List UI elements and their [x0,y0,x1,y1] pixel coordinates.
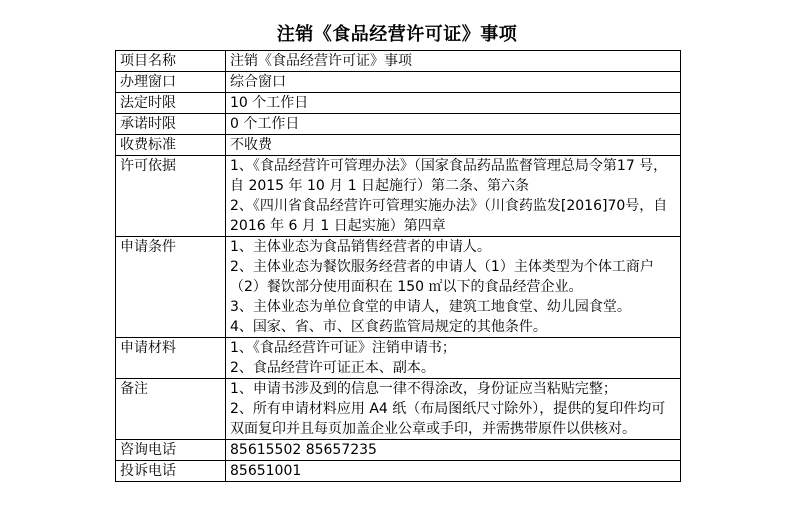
row-value [226,51,681,72]
table-row [116,440,681,461]
info-table-body [116,51,681,482]
row-label: 法定时限 [116,93,226,114]
row-label: 投诉电话 [116,461,226,482]
table-row [116,156,681,237]
row-value-line: 综合窗口 [230,74,286,90]
row-value [226,135,681,156]
row-label: 申请材料 [116,338,226,379]
table-row [116,114,681,135]
table-row [116,461,681,482]
row-label: 项目名称 [116,51,226,72]
row-value [226,440,681,461]
row-value-line: 1、申请书涉及到的信息一律不得涂改，身份证应当粘贴完整； [230,381,617,397]
document-title: 注销《食品经营许可证》事项 [276,24,518,45]
row-value [226,379,681,440]
row-value-line: 10 个工作日 [230,95,309,111]
table-row [116,72,681,93]
table-row [116,338,681,379]
row-label: 咨询电话 [116,440,226,461]
row-value-line: 2、《四川省食品经营许可管理实施办法》（川食药监发[2016]70号，自 2016 年 6 月 1 日起实施）第四章 [230,198,668,234]
row-value-line: 注销《食品经营许可证》事项 [230,53,412,69]
row-value-line: 4、国家、省、市、区食药监管局规定的其他条件。 [230,319,547,335]
row-label: 办理窗口 [116,72,226,93]
row-value-line: 2、食品经营许可证正本、副本。 [230,360,435,376]
table-row [116,135,681,156]
row-label: 申请条件 [116,237,226,338]
row-value [226,93,681,114]
row-value-line: 0 个工作日 [230,116,300,132]
row-value [226,72,681,93]
row-value-line: 2、主体业态为餐饮服务经营者的申请人（1）主体类型为个体工商户 （2）餐饮部分使用面积在 150 ㎡以下的食品经营企业。 [230,259,668,295]
table-row [116,237,681,338]
table-row [116,93,681,114]
row-value [226,461,681,482]
row-label: 备注 [116,379,226,440]
row-value [226,237,681,338]
row-value [226,156,681,237]
row-value-line: 85651001 [230,463,302,479]
row-value-line: 1、主体业态为食品销售经营者的申请人。 [230,239,491,255]
row-label: 承诺时限 [116,114,226,135]
table-row [116,51,681,72]
row-value [226,338,681,379]
row-value-line: 85615502 85657235 [230,442,377,458]
row-value-line: 3、主体业态为单位食堂的申请人，建筑工地食堂、幼儿园食堂。 [230,299,631,315]
table-row [116,379,681,440]
row-value-line: 1、《食品经营许可证》注销申请书； [230,340,456,356]
row-label: 收费标准 [116,135,226,156]
row-value-line: 1、《食品经营许可管理办法》（国家食品药品监督管理总局令第17 号，自 2015 年 10 月 1 日起施行）第二条、第六条 [230,158,668,194]
info-table [115,50,681,482]
row-label: 许可依据 [116,156,226,237]
row-value-line: 不收费 [230,137,272,153]
row-value-line: 2、所有申请材料应用 A4 纸（布局图纸尺寸除外），提供的复印件均可双面复印并且每页加盖企业公章或手印，并需携带原件以供核对。 [230,401,666,437]
row-value [226,114,681,135]
